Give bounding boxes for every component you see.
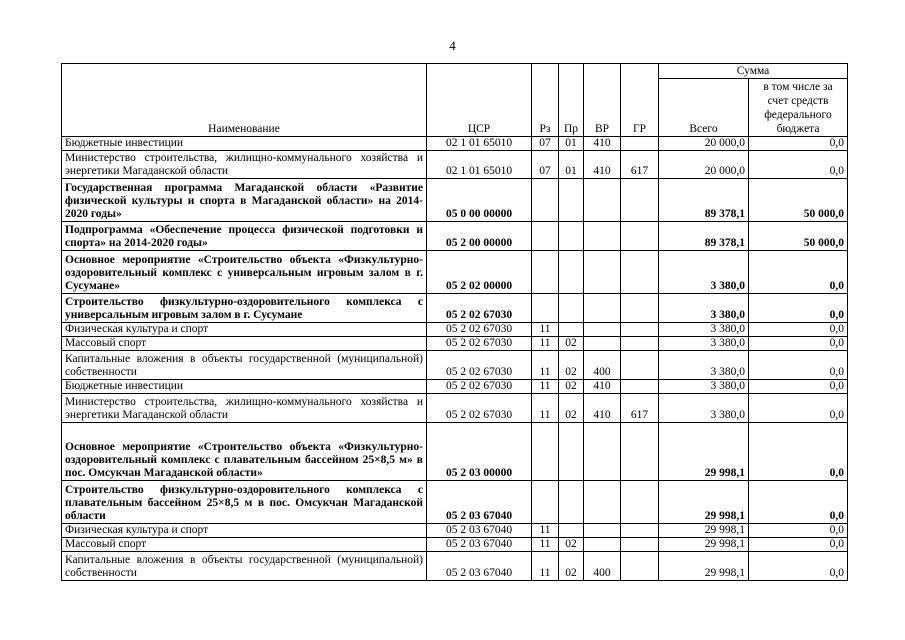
- cell-csr: 05 2 02 00000: [427, 251, 532, 294]
- cell-name: Капитальные вложения в объекты государственной (муниципальной) собственности: [62, 351, 427, 380]
- cell-gr: [621, 179, 659, 222]
- cell-pr: 02: [559, 538, 584, 552]
- header-total: Всего: [659, 79, 749, 137]
- cell-federal: 0,0: [749, 538, 848, 552]
- cell-name: Строительство физкультурно-оздоровительного комплекса с плавательным бассейном 25×8,5 м в пос. Омсукчан Магаданской области: [62, 481, 427, 524]
- cell-csr: 02 1 01 65010: [427, 137, 532, 151]
- table-row: [62, 380, 848, 394]
- cell-pr: [559, 179, 584, 222]
- cell-total: 29 998,1: [659, 524, 749, 538]
- table-row: [62, 524, 848, 538]
- cell-federal: 0,0: [749, 380, 848, 394]
- cell-vr: 410: [584, 380, 621, 394]
- header-name: Наименование: [62, 64, 427, 137]
- table-row: [62, 552, 848, 581]
- cell-name: Бюджетные инвестиции: [62, 380, 427, 394]
- cell-pr: [559, 251, 584, 294]
- cell-gr: [621, 481, 659, 524]
- cell-pr: 02: [559, 337, 584, 351]
- table-row: [62, 251, 848, 294]
- cell-gr: [621, 137, 659, 151]
- cell-rz: 07: [532, 137, 559, 151]
- table-body: [62, 137, 848, 581]
- cell-federal: 0,0: [749, 251, 848, 294]
- cell-rz: [532, 294, 559, 323]
- cell-gr: [621, 423, 659, 481]
- cell-total: 3 380,0: [659, 337, 749, 351]
- cell-gr: [621, 294, 659, 323]
- cell-csr: 05 2 02 67030: [427, 294, 532, 323]
- cell-rz: 11: [532, 337, 559, 351]
- cell-federal: 0,0: [749, 423, 848, 481]
- cell-vr: [584, 222, 621, 251]
- cell-csr: 05 0 00 00000: [427, 179, 532, 222]
- cell-name: Министерство строительства, жилищно-коммунального хозяйства и энергетики Магаданской области: [62, 151, 427, 179]
- cell-csr: 05 2 03 67040: [427, 524, 532, 538]
- cell-pr: [559, 222, 584, 251]
- cell-total: 3 380,0: [659, 251, 749, 294]
- cell-federal: 50 000,0: [749, 222, 848, 251]
- cell-vr: 410: [584, 137, 621, 151]
- cell-vr: [584, 524, 621, 538]
- cell-total: 20 000,0: [659, 151, 749, 179]
- cell-rz: 11: [532, 538, 559, 552]
- table-row: [62, 423, 848, 481]
- cell-csr: 05 2 02 67030: [427, 394, 532, 423]
- cell-vr: 410: [584, 394, 621, 423]
- cell-rz: 11: [532, 323, 559, 337]
- cell-name: Министерство строительства, жилищно-коммунального хозяйства и энергетики Магаданской области: [62, 394, 427, 423]
- cell-csr: 05 2 02 67030: [427, 351, 532, 380]
- header-gr: ГР: [621, 64, 659, 137]
- header-csr: ЦСР: [427, 64, 532, 137]
- cell-pr: [559, 323, 584, 337]
- cell-csr: 02 1 01 65010: [427, 151, 532, 179]
- table-row: [62, 351, 848, 380]
- cell-name: Подпрограмма «Обеспечение процесса физической подготовки и спорта» на 2014-2020 годы»: [62, 222, 427, 251]
- table-row: [62, 538, 848, 552]
- cell-gr: 617: [621, 394, 659, 423]
- cell-name: Капитальные вложения в объекты государственной (муниципальной) собственности: [62, 552, 427, 581]
- cell-csr: 05 2 02 67030: [427, 380, 532, 394]
- cell-total: 89 378,1: [659, 179, 749, 222]
- table-header: [62, 64, 848, 137]
- cell-csr: 05 2 02 67030: [427, 323, 532, 337]
- cell-csr: 05 2 02 67030: [427, 337, 532, 351]
- cell-federal: 0,0: [749, 394, 848, 423]
- cell-rz: [532, 251, 559, 294]
- cell-rz: [532, 222, 559, 251]
- header-pr: Пр: [559, 64, 584, 137]
- cell-rz: 11: [532, 552, 559, 581]
- cell-name: Физическая культура и спорт: [62, 524, 427, 538]
- cell-total: 3 380,0: [659, 380, 749, 394]
- cell-pr: 02: [559, 552, 584, 581]
- cell-name: Основное мероприятие «Строительство объекта «Физкультурно-оздоровительный комплекс с плавательным бассейном 25×8,5 м» в пос. Омсукчан Магаданской области»: [62, 423, 427, 481]
- cell-federal: 0,0: [749, 323, 848, 337]
- cell-csr: 05 2 00 00000: [427, 222, 532, 251]
- cell-gr: [621, 222, 659, 251]
- cell-csr: 05 2 03 67040: [427, 552, 532, 581]
- cell-federal: 0,0: [749, 294, 848, 323]
- table-row: [62, 179, 848, 222]
- cell-pr: [559, 423, 584, 481]
- cell-federal: 0,0: [749, 524, 848, 538]
- cell-name: Строительство физкультурно-оздоровительного комплекса с универсальным игровым залом в г. Сусумане: [62, 294, 427, 323]
- cell-total: 29 998,1: [659, 538, 749, 552]
- cell-total: 20 000,0: [659, 137, 749, 151]
- cell-federal: 50 000,0: [749, 179, 848, 222]
- cell-vr: [584, 251, 621, 294]
- table-row: [62, 137, 848, 151]
- cell-name: Массовый спорт: [62, 337, 427, 351]
- cell-vr: [584, 179, 621, 222]
- cell-vr: [584, 481, 621, 524]
- cell-csr: 05 2 03 00000: [427, 423, 532, 481]
- cell-name: Физическая культура и спорт: [62, 323, 427, 337]
- cell-total: 3 380,0: [659, 294, 749, 323]
- cell-gr: [621, 251, 659, 294]
- cell-vr: 400: [584, 552, 621, 581]
- cell-csr: 05 2 03 67040: [427, 481, 532, 524]
- cell-pr: 02: [559, 351, 584, 380]
- table-row: [62, 394, 848, 423]
- cell-pr: [559, 481, 584, 524]
- cell-federal: 0,0: [749, 351, 848, 380]
- table-row: [62, 151, 848, 179]
- header-federal: в том числе за счет средств федерального бюджета: [749, 79, 848, 137]
- header-sum: Сумма: [659, 64, 848, 79]
- cell-vr: [584, 337, 621, 351]
- cell-vr: [584, 423, 621, 481]
- cell-total: 3 380,0: [659, 394, 749, 423]
- cell-gr: [621, 323, 659, 337]
- table-row: [62, 222, 848, 251]
- cell-pr: 02: [559, 394, 584, 423]
- budget-table: [61, 63, 848, 581]
- cell-name: Массовый спорт: [62, 538, 427, 552]
- cell-pr: 01: [559, 137, 584, 151]
- cell-vr: [584, 294, 621, 323]
- cell-name: Основное мероприятие «Строительство объекта «Физкультурно-оздоровительный комплекс с универсальным игровым залом в г. Сусумане»: [62, 251, 427, 294]
- cell-pr: 02: [559, 380, 584, 394]
- page-number: 4: [449, 38, 456, 53]
- table-row: [62, 294, 848, 323]
- cell-total: 3 380,0: [659, 351, 749, 380]
- cell-gr: [621, 524, 659, 538]
- cell-total: 89 378,1: [659, 222, 749, 251]
- cell-total: 3 380,0: [659, 323, 749, 337]
- table-row: [62, 337, 848, 351]
- cell-rz: 11: [532, 524, 559, 538]
- cell-rz: [532, 179, 559, 222]
- cell-vr: [584, 323, 621, 337]
- cell-gr: [621, 380, 659, 394]
- cell-total: 29 998,1: [659, 552, 749, 581]
- cell-pr: 01: [559, 151, 584, 179]
- cell-federal: 0,0: [749, 481, 848, 524]
- cell-rz: 11: [532, 351, 559, 380]
- cell-name: Бюджетные инвестиции: [62, 137, 427, 151]
- cell-gr: [621, 337, 659, 351]
- cell-rz: 11: [532, 394, 559, 423]
- cell-total: 29 998,1: [659, 423, 749, 481]
- header-vr: ВР: [584, 64, 621, 137]
- cell-rz: [532, 481, 559, 524]
- cell-rz: [532, 423, 559, 481]
- header-rz: Рз: [532, 64, 559, 137]
- table-row: [62, 481, 848, 524]
- cell-gr: [621, 351, 659, 380]
- cell-gr: 617: [621, 151, 659, 179]
- cell-federal: 0,0: [749, 151, 848, 179]
- cell-gr: [621, 552, 659, 581]
- cell-pr: [559, 294, 584, 323]
- cell-total: 29 998,1: [659, 481, 749, 524]
- cell-csr: 05 2 03 67040: [427, 538, 532, 552]
- cell-gr: [621, 538, 659, 552]
- cell-federal: 0,0: [749, 137, 848, 151]
- cell-pr: [559, 524, 584, 538]
- cell-name: Государственная программа Магаданской области «Развитие физической культуры и спорта в Магаданской области» на 2014-2020 годы»: [62, 179, 427, 222]
- cell-federal: 0,0: [749, 337, 848, 351]
- cell-vr: [584, 538, 621, 552]
- cell-federal: 0,0: [749, 552, 848, 581]
- cell-vr: 410: [584, 151, 621, 179]
- cell-vr: 400: [584, 351, 621, 380]
- cell-rz: 11: [532, 380, 559, 394]
- cell-rz: 07: [532, 151, 559, 179]
- table-row: [62, 323, 848, 337]
